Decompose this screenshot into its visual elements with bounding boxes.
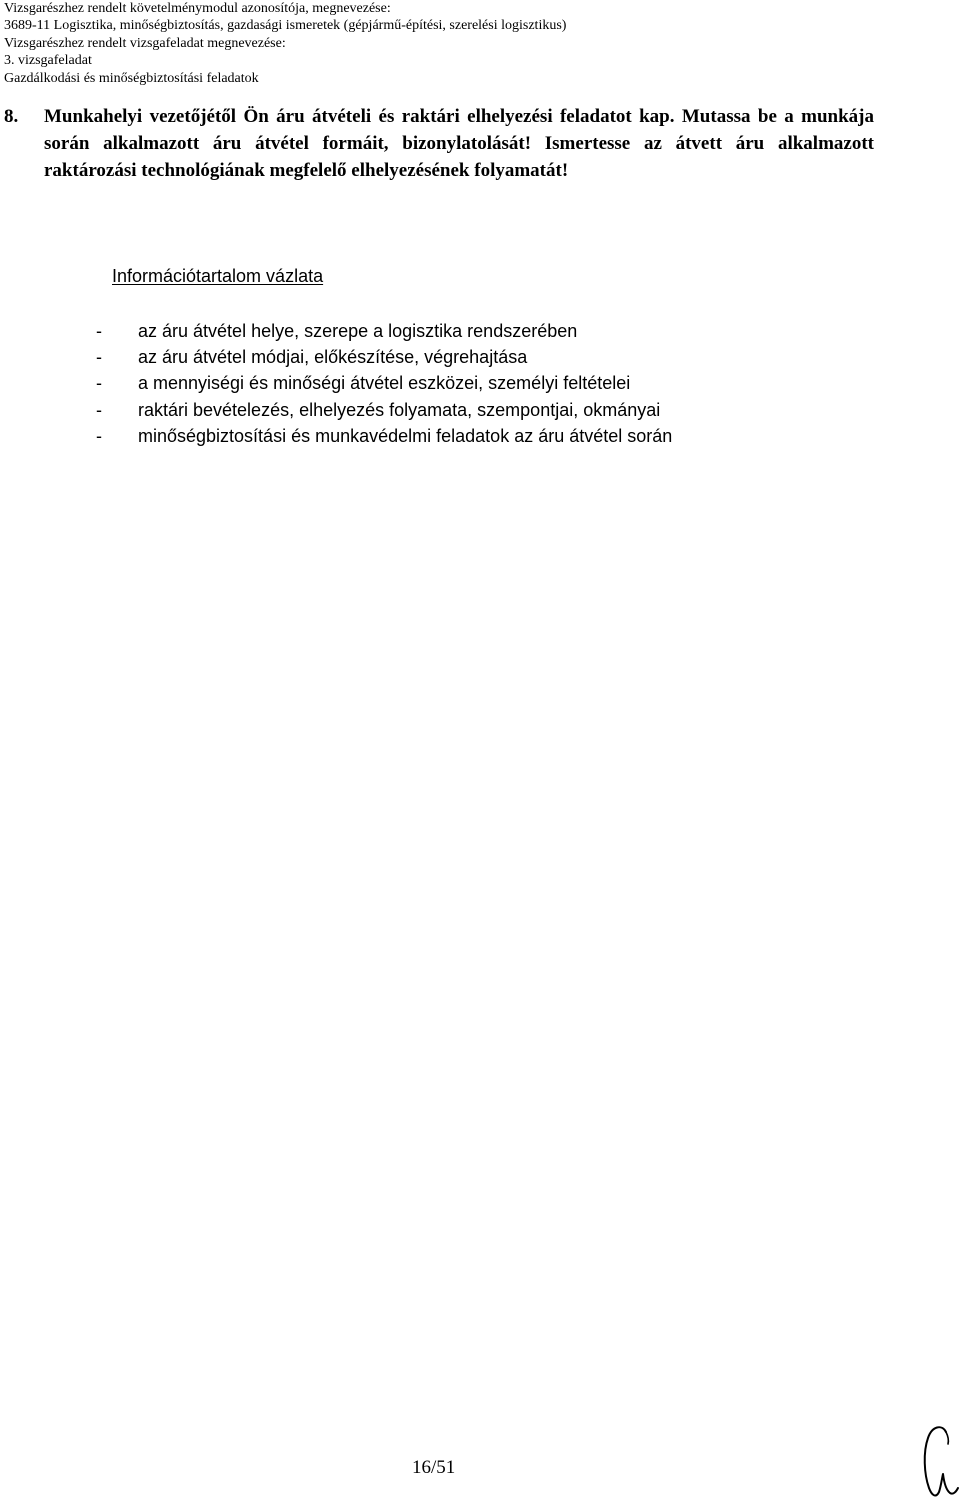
list-item bbox=[96, 344, 672, 370]
list-dash: - bbox=[96, 321, 102, 341]
list-item bbox=[96, 370, 672, 396]
list-item-text: a mennyiségi és minőségi átvétel eszközei, személyi feltételei bbox=[138, 373, 631, 394]
list-item-text: az áru átvétel helye, szerepe a logisztika rendszerében bbox=[138, 321, 578, 341]
question-text: Munkahelyi vezetőjétől Ön áru átvételi és raktári elhelyezési feladatot kap. Mutassa be a munkája során alkalmazott áru átvétel formáit, bizonylatolását! Ismertesse az átvett áru alkalmazott raktározási technológiának megfelelő elhelyezésének folyamatát! bbox=[44, 106, 874, 181]
header-module-name: 3689-11 Logisztika, minőségbiztosítás, gazdasági ismeretek (gépjármű-építési, szerelési logisztikus) bbox=[4, 18, 567, 34]
header-task-number: 3. vizsgafeladat bbox=[4, 53, 92, 69]
list-item-text: raktári bevételezés, elhelyezés folyamata, szempontjai, okmányai bbox=[138, 399, 661, 420]
list-dash: - bbox=[96, 373, 102, 394]
outline-title: Információtartalom vázlata bbox=[112, 266, 324, 286]
exam-question bbox=[4, 103, 874, 184]
list-item bbox=[96, 318, 672, 344]
list-dash: - bbox=[96, 347, 102, 368]
document-header bbox=[4, 0, 566, 87]
list-dash: - bbox=[96, 399, 102, 420]
list-item bbox=[96, 423, 672, 449]
outline-list bbox=[96, 318, 672, 449]
list-item bbox=[96, 397, 672, 423]
list-item-text: az áru átvétel módjai, előkészítése, végrehajtása bbox=[138, 347, 528, 368]
handwritten-signature-icon bbox=[912, 1418, 960, 1503]
question-number: 8. bbox=[4, 106, 19, 127]
list-item-text: minőségbiztosítási és munkavédelmi feladatok az áru átvétel során bbox=[138, 425, 673, 446]
header-task-name: Gazdálkodási és minőségbiztosítási feladatok bbox=[4, 70, 259, 86]
list-dash: - bbox=[96, 425, 102, 446]
header-task-label: Vizsgarészhez rendelt vizsgafeladat megnevezése: bbox=[4, 35, 286, 51]
page-number: 16/51 bbox=[412, 1457, 456, 1478]
header-module-label: Vizsgarészhez rendelt követelménymodul azonosítója, megnevezése: bbox=[4, 1, 391, 16]
